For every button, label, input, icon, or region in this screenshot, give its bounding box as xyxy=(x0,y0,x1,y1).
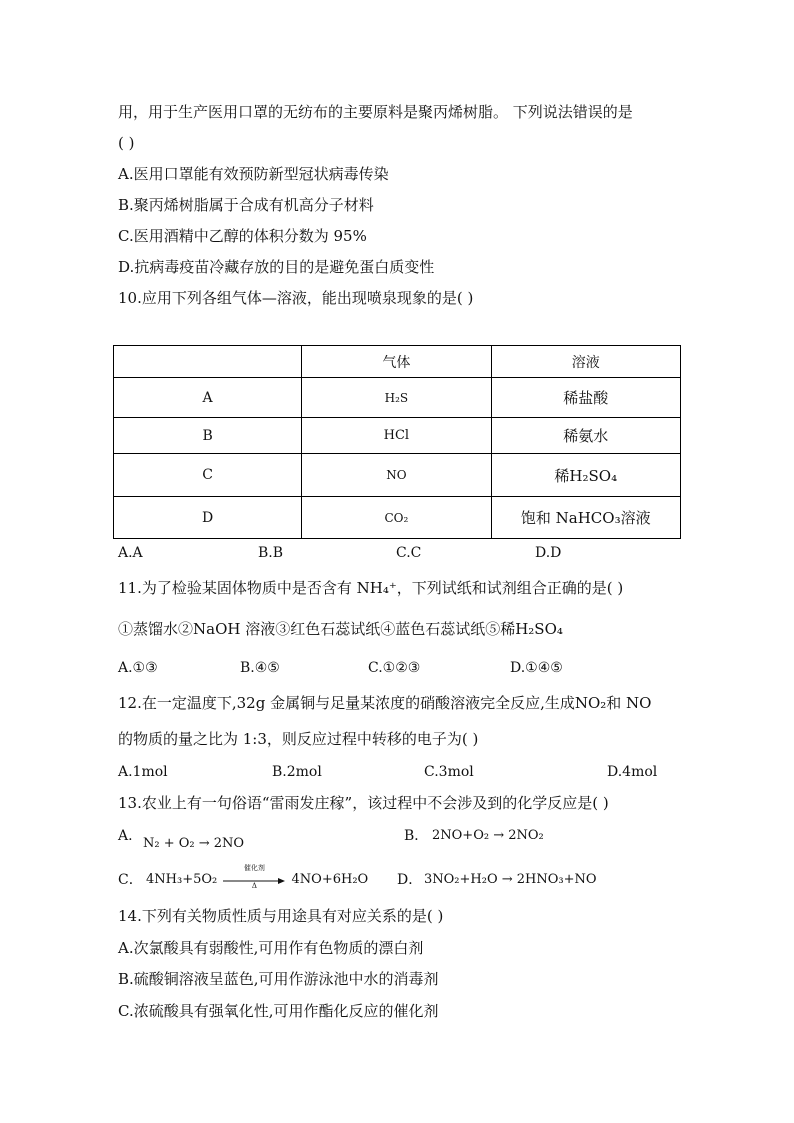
table-header-cell: 溶液 xyxy=(491,346,680,378)
q10-stem: 10.应用下列各组气体—溶液，能出现喷泉现象的是( ) xyxy=(118,289,474,307)
q12-stem-line2: 的物质的量之比为 1:3，则反应过程中转移的电子为( ) xyxy=(118,730,479,748)
q10-option-c: C.C xyxy=(396,545,422,561)
q13-c-products: 4NO+6H₂O xyxy=(291,872,369,887)
table-row xyxy=(114,418,681,454)
q13-option-a-label: A. xyxy=(118,828,133,844)
q9-option-b: B.聚丙烯树脂属于合成有机高分子材料 xyxy=(118,196,374,214)
q9-stem-line1: 用，用于生产医用口罩的无纺布的主要原料是聚丙烯树脂。 下列说法错误的是 xyxy=(118,103,633,121)
table-row xyxy=(114,497,681,539)
q9-option-c: C.医用酒精中乙醇的体积分数为 95% xyxy=(118,227,367,245)
row-label: B xyxy=(114,418,302,454)
q11-option-d: D.①④⑤ xyxy=(510,660,563,676)
q13-option-c-label: C． xyxy=(118,872,143,888)
q10-option-a: A.A xyxy=(118,545,143,561)
q14-option-c: C.浓硫酸具有强氧化性,可用作酯化反应的催化剂 xyxy=(118,1002,439,1020)
gas-cell: NO xyxy=(302,454,491,497)
q13-option-d-label: D． xyxy=(397,872,423,888)
q11-option-c: C.①②③ xyxy=(368,660,421,676)
q10-option-b: B.B xyxy=(258,545,284,561)
q9-stem-line2: ( ) xyxy=(118,134,135,152)
row-label: C xyxy=(114,454,302,497)
solution-cell: 饱和 NaHCO₃溶液 xyxy=(491,497,680,539)
q13-c-reactants: 4NH₃+5O₂ xyxy=(146,872,218,887)
q10-table xyxy=(113,345,681,539)
table-header-row xyxy=(114,346,681,378)
q14-option-b: B.硫酸铜溶液呈蓝色,可用作游泳池中水的消毒剂 xyxy=(118,970,439,988)
q13-option-a-equation: N₂ + O₂ → 2NO xyxy=(143,836,245,851)
q13-option-b-label: B． xyxy=(404,828,429,844)
q9-option-a: A.医用口罩能有效预防新型冠状病毒传染 xyxy=(118,165,389,183)
table-row xyxy=(114,378,681,418)
gas-cell: H₂S xyxy=(302,378,491,418)
q12-stem-line1: 12.在一定温度下,32g 金属铜与足量某浓度的硝酸溶液完全反应,生成NO₂和 NO xyxy=(118,694,652,712)
q14-stem: 14.下列有关物质性质与用途具有对应关系的是( ) xyxy=(118,907,444,925)
q11-option-a: A.①③ xyxy=(118,660,158,676)
table-header-cell xyxy=(114,346,302,378)
q12-option-a: A.1mol xyxy=(118,764,168,780)
q13-option-c-equation xyxy=(146,863,369,890)
row-label: A xyxy=(114,378,302,418)
q12-option-b: B.2mol xyxy=(272,764,322,780)
gas-cell: CO₂ xyxy=(302,497,491,539)
q13-option-b-equation: 2NO+O₂ → 2NO₂ xyxy=(432,828,544,843)
q12-option-c: C.3mol xyxy=(424,764,474,780)
q9-option-d: D.抗病毒疫苗冷藏存放的目的是避免蛋白质变性 xyxy=(118,258,435,276)
q12-option-d: D.4mol xyxy=(607,764,658,780)
q10-option-d: D.D xyxy=(535,545,562,561)
catalyst-label: 催化剂 xyxy=(243,863,265,872)
solution-cell: 稀盐酸 xyxy=(491,378,680,418)
heat-label: Δ xyxy=(251,881,257,890)
q13-option-d-equation: 3NO₂+H₂O → 2HNO₃+NO xyxy=(424,872,597,887)
row-label: D xyxy=(114,497,302,539)
q13-stem: 13.农业上有一句俗语“雷雨发庄稼”，该过程中不会涉及到的化学反应是( ) xyxy=(118,794,609,812)
solution-cell: 稀氨水 xyxy=(491,418,680,454)
q11-reagents: ①蒸馏水②NaOH 溶液③红色石蕊试纸④蓝色石蕊试纸⑤稀H₂SO₄ xyxy=(118,620,563,638)
q11-option-b: B.④⑤ xyxy=(240,660,280,676)
gas-cell: HCl xyxy=(302,418,491,454)
table-row xyxy=(114,454,681,497)
catalyst-arrow xyxy=(223,863,285,890)
q11-stem: 11.为了检验某固体物质中是否含有 NH₄⁺，下列试纸和试剂组合正确的是( ) xyxy=(118,579,624,597)
q14-option-a: A.次氯酸具有弱酸性,可用作有色物质的漂白剂 xyxy=(118,939,424,957)
table-header-cell: 气体 xyxy=(302,346,491,378)
solution-cell: 稀H₂SO₄ xyxy=(491,454,680,497)
